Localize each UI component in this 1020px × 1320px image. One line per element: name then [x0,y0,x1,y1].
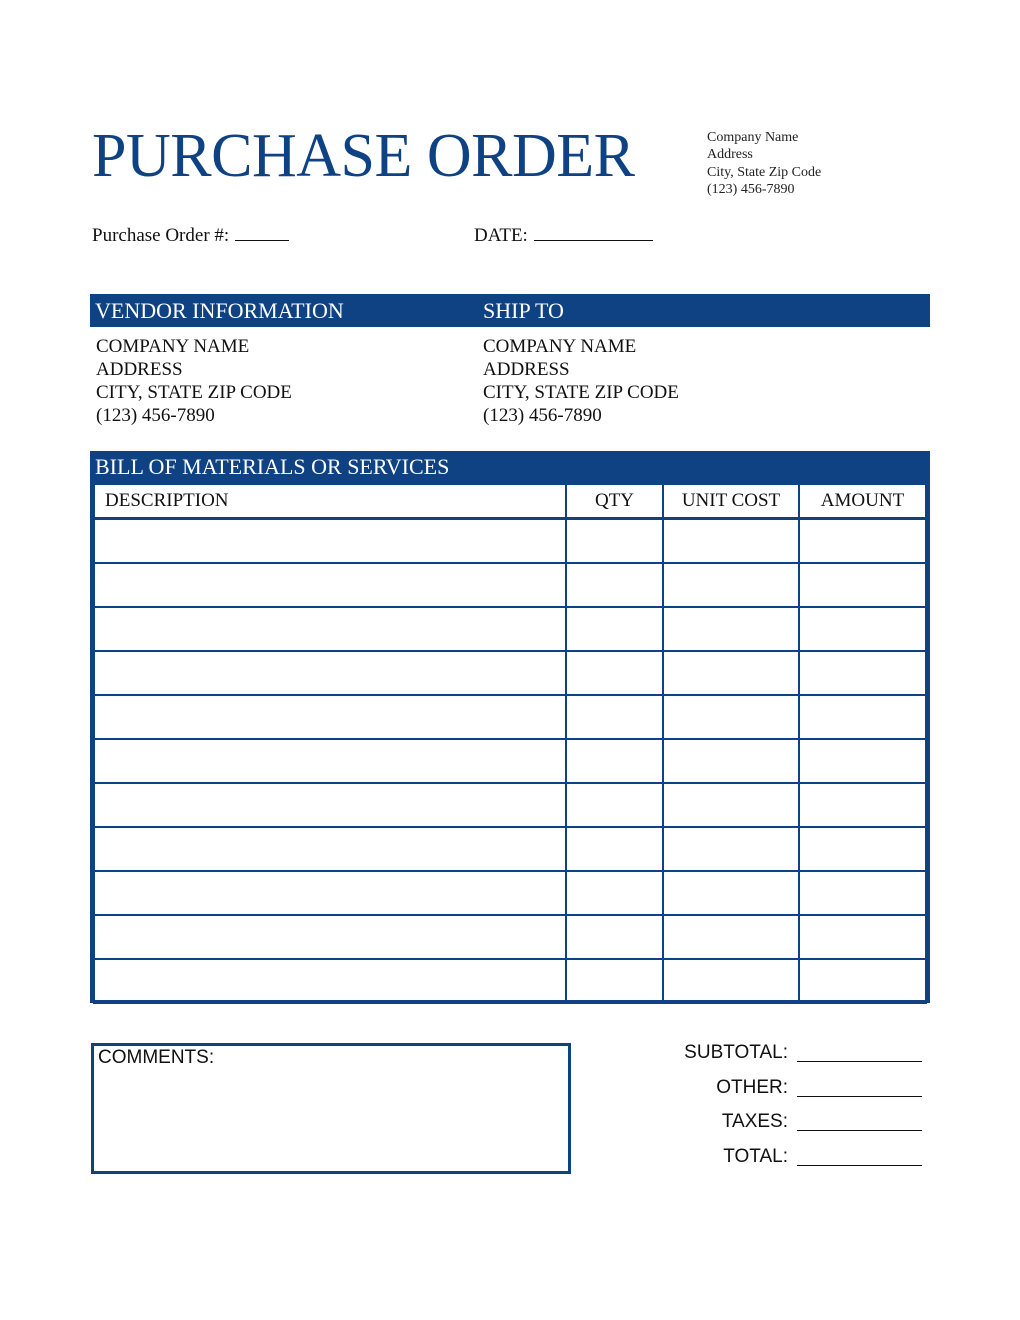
unit-cost-cell[interactable] [663,871,799,915]
po-number-field[interactable] [92,224,289,248]
description-cell[interactable] [94,827,566,871]
column-header-qty: QTY [566,484,663,519]
table-row [94,827,926,871]
amount-cell[interactable] [799,651,926,695]
amount-cell[interactable] [799,783,926,827]
shipto-address-block [483,335,679,427]
po-number-label: Purchase Order #: [92,225,230,246]
comments-box[interactable] [91,1043,571,1174]
qty-cell[interactable] [566,871,663,915]
amount-cell[interactable] [799,563,926,607]
po-number-blank[interactable] [235,224,289,241]
description-cell[interactable] [94,739,566,783]
description-cell[interactable] [94,607,566,651]
column-header-amount: AMOUNT [799,484,926,519]
comments-label: COMMENTS: [98,1047,215,1068]
vendor-address: ADDRESS [96,359,183,380]
taxes-label: TAXES: [721,1111,788,1132]
table-row [94,695,926,739]
bill-heading: BILL OF MATERIALS OR SERVICES [95,454,450,479]
unit-cost-cell[interactable] [663,607,799,651]
qty-cell[interactable] [566,783,663,827]
vendor-city-state-zip: CITY, STATE ZIP CODE [96,382,292,403]
vendor-phone: (123) 456-7890 [96,405,215,426]
company-city-state-zip: City, State Zip Code [707,164,822,180]
bill-header-bar [90,451,930,483]
unit-cost-cell[interactable] [663,651,799,695]
table-row [94,915,926,959]
vendor-address-block [96,335,292,427]
table-row [94,563,926,607]
qty-cell[interactable] [566,695,663,739]
subtotal-blank[interactable] [797,1061,922,1062]
qty-cell[interactable] [566,563,663,607]
company-info [707,129,821,198]
subtotal-label: SUBTOTAL: [684,1042,788,1063]
shipto-heading: SHIP TO [483,298,564,323]
description-cell[interactable] [94,915,566,959]
table-row [94,739,926,783]
unit-cost-cell[interactable] [663,915,799,959]
table-row [94,783,926,827]
taxes-row [640,1109,930,1144]
unit-cost-cell[interactable] [663,519,799,564]
qty-cell[interactable] [566,915,663,959]
shipto-city-state-zip: CITY, STATE ZIP CODE [483,382,679,403]
unit-cost-cell[interactable] [663,783,799,827]
amount-cell[interactable] [799,695,926,739]
other-row [640,1075,930,1110]
vendor-shipto-header-bar [90,294,930,327]
qty-cell[interactable] [566,959,663,1003]
amount-cell[interactable] [799,959,926,1003]
amount-cell[interactable] [799,739,926,783]
table-row [94,871,926,915]
shipto-address: ADDRESS [483,359,570,380]
table-row [94,651,926,695]
table-row [94,519,926,564]
totals-block [640,1040,930,1178]
qty-cell[interactable] [566,827,663,871]
subtotal-row [640,1040,930,1075]
description-cell[interactable] [94,783,566,827]
bill-table-body [94,519,926,1004]
qty-cell[interactable] [566,739,663,783]
unit-cost-cell[interactable] [663,827,799,871]
unit-cost-cell[interactable] [663,563,799,607]
amount-cell[interactable] [799,915,926,959]
total-row [640,1144,930,1179]
company-name: Company Name [707,130,799,145]
qty-cell[interactable] [566,607,663,651]
description-cell[interactable] [94,563,566,607]
description-cell[interactable] [94,651,566,695]
other-label: OTHER: [716,1076,788,1098]
qty-cell[interactable] [566,651,663,695]
date-label: DATE: [474,225,528,246]
table-row [94,959,926,1003]
amount-cell[interactable] [799,519,926,564]
total-label: TOTAL: [723,1145,788,1167]
amount-cell[interactable] [799,607,926,651]
shipto-company-name: COMPANY NAME [483,336,637,357]
date-blank[interactable] [534,224,653,241]
description-cell[interactable] [94,871,566,915]
description-cell[interactable] [94,519,566,564]
unit-cost-cell[interactable] [663,739,799,783]
table-row [94,607,926,651]
column-header-description: DESCRIPTION [94,484,566,519]
other-blank[interactable] [797,1096,922,1097]
company-address: Address [707,147,753,163]
shipto-phone: (123) 456-7890 [483,405,602,426]
unit-cost-cell[interactable] [663,695,799,739]
column-header-unit-cost: UNIT COST [663,484,799,519]
amount-cell[interactable] [799,871,926,915]
unit-cost-cell[interactable] [663,959,799,1003]
qty-cell[interactable] [566,519,663,564]
amount-cell[interactable] [799,827,926,871]
description-cell[interactable] [94,695,566,739]
total-blank[interactable] [797,1165,922,1166]
page-title: PURCHASE ORDER [92,122,635,190]
taxes-blank[interactable] [797,1130,922,1131]
company-phone: (123) 456-7890 [707,181,795,197]
bill-table [90,482,930,1003]
date-field[interactable] [474,224,653,248]
table-header-row [94,484,926,519]
description-cell[interactable] [94,959,566,1003]
vendor-heading: VENDOR INFORMATION [95,298,344,323]
vendor-company-name: COMPANY NAME [96,336,250,357]
